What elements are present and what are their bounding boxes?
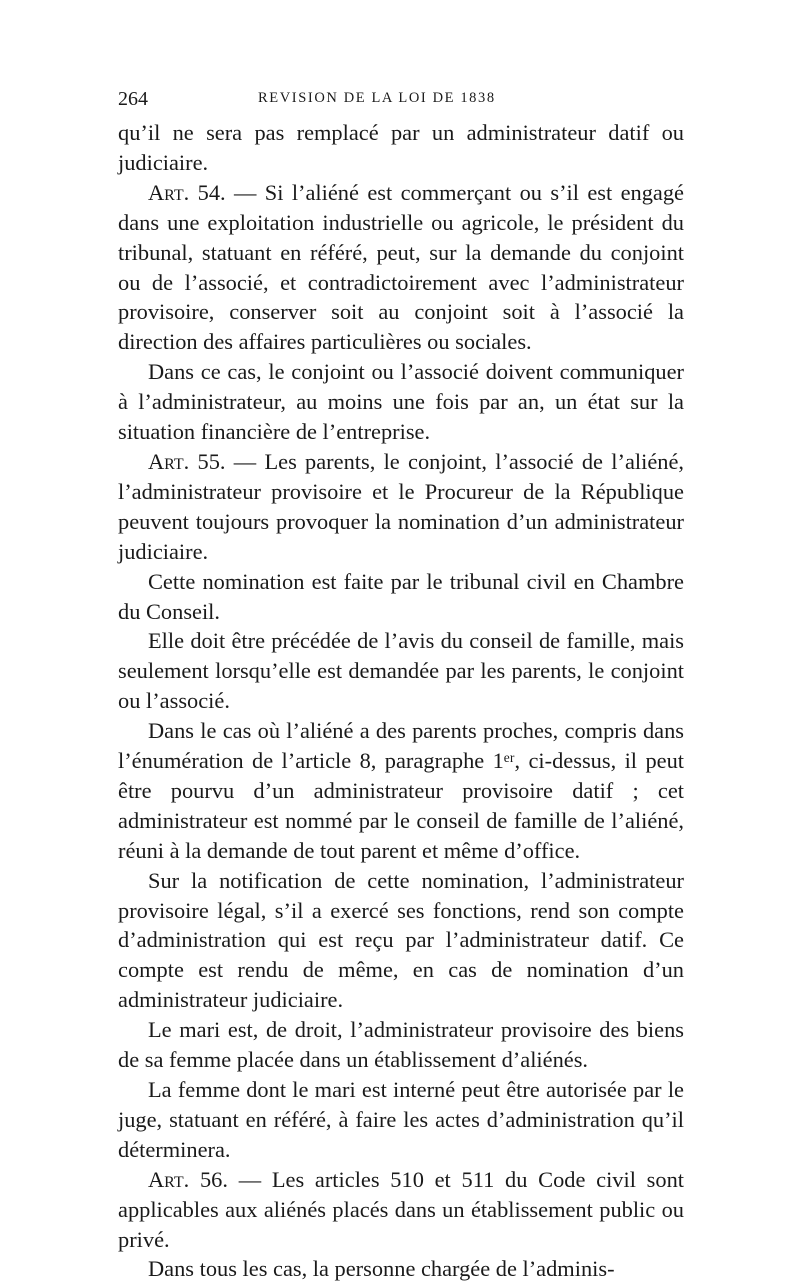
paragraph xyxy=(118,1254,684,1284)
paragraph-text: La femme dont le mari est interné peut être autorisée par le juge, statuant en référé, à faire les actes d’administration qu’il déterminera. xyxy=(118,1077,684,1162)
paragraph-text: Elle doit être précédée de l’avis du conseil de famille, mais seulement lorsqu’elle est demandée par les parents, le conjoint ou l’associé. xyxy=(118,628,684,714)
paragraph-text: Dans le cas où l’aliéné a des parents proches, compris dans l’énumération de l’article 8, paragraphe 1ᵉʳ, ci-dessus, il peut être pourvu d’un administrateur provisoire datif ; cet administrateur est nommé par le conseil de famille de l’aliéné, réuni à la demande de tout parent et même d’office. xyxy=(118,718,684,863)
paragraph-text: Dans ce cas, le conjoint ou l’associé doivent communiquer à l’administrateur, au moins une fois par an, un état sur la situation financière de l’entreprise. xyxy=(118,359,684,445)
article-54-paragraph xyxy=(118,178,684,357)
paragraph-continuation xyxy=(118,118,684,178)
paragraph xyxy=(118,1015,684,1075)
page-body xyxy=(118,118,684,1284)
article-label: Art. 54. xyxy=(148,179,226,205)
paragraph xyxy=(118,357,684,447)
paragraph-text: Cette nomination est faite par le tribunal civil en Chambre du Conseil. xyxy=(118,568,684,624)
paragraph-text: — Les articles 510 et 511 du Code civil sont applicables aux aliénés placés dans un établissement public ou privé. xyxy=(118,1166,684,1252)
paragraph-text: Dans tous les cas, la personne chargée de l’adminis- xyxy=(148,1256,615,1282)
paragraph-text: — Les parents, le conjoint, l’associé de l’aliéné, l’administrateur provisoire et le Procureur de la République peuvent toujours provoquer la nomination d’un administrateur judiciaire. xyxy=(118,448,684,564)
paragraph xyxy=(118,567,684,627)
paragraph xyxy=(118,866,684,1016)
paragraph-text: qu’il ne sera pas remplacé par un administrateur datif ou judiciaire. xyxy=(118,120,684,175)
paragraph xyxy=(118,716,684,866)
paragraph-text: Le mari est, de droit, l’administrateur provisoire des biens de sa femme placée dans un établissement d’aliénés. xyxy=(118,1017,684,1073)
article-55-paragraph xyxy=(118,447,684,567)
article-label: Art. 55. xyxy=(148,448,226,474)
article-label: Art. 56. xyxy=(148,1166,228,1192)
running-title: REVISION DE LA LOI DE 1838 xyxy=(258,90,496,106)
article-56-paragraph xyxy=(118,1165,684,1255)
running-head xyxy=(118,88,684,118)
paragraph xyxy=(118,1075,684,1165)
paragraph-text: Sur la notification de cette nomination, l’administrateur provisoire légal, s’il a exercé ses fonctions, rend son compte d’administration qui est reçu par l’administrateur datif. Ce compte est rendu de même, en cas de nomination d’un administrateur judiciaire. xyxy=(118,867,684,1013)
paragraph-text: — Si l’aliéné est commerçant ou s’il est engagé dans une exploitation industrielle ou agricole, le président du tribunal, statuant en référé, peut, sur la demande du conjoint ou de l’associé, et contradictoirement avec l’administrateur provisoire, conserver soit au conjoint soit à l’associé la direction des affaires particulières ou sociales. xyxy=(118,179,684,355)
page-number: 264 xyxy=(118,88,148,110)
paragraph xyxy=(118,626,684,716)
book-page xyxy=(118,88,684,1284)
